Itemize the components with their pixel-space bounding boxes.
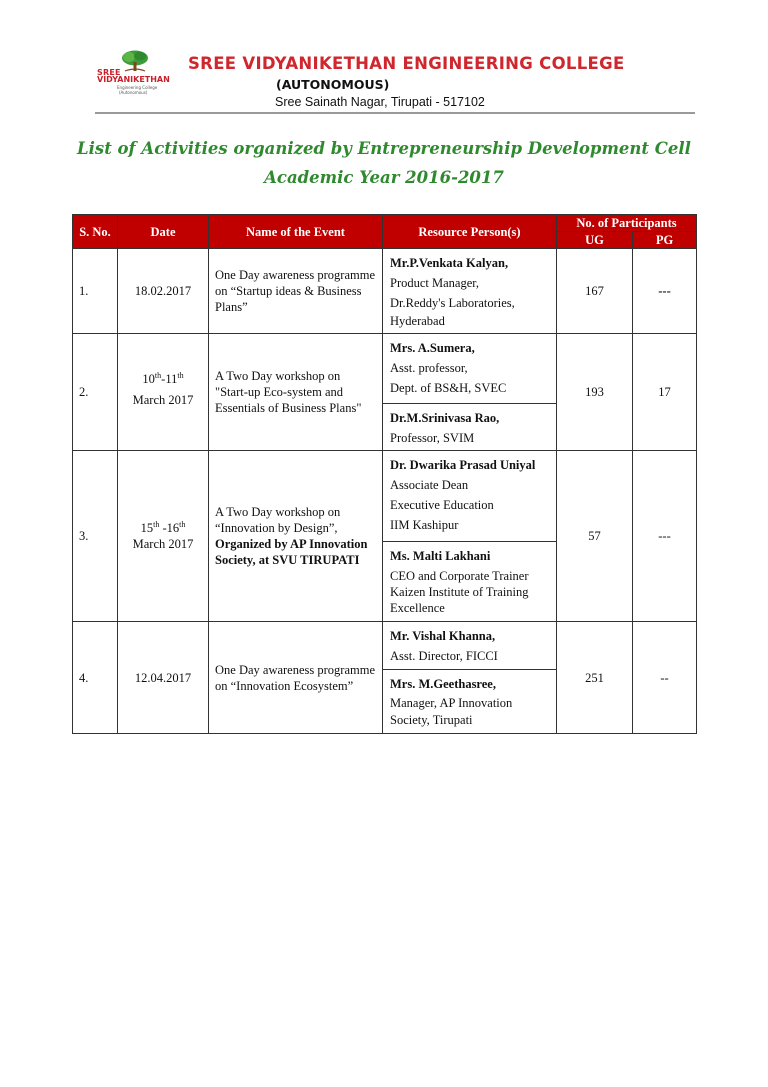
logo-text-vidyanikethan: VIDYANIKETHAN xyxy=(97,75,170,84)
row-date xyxy=(118,334,209,451)
date-separator: - xyxy=(161,372,166,386)
row-date xyxy=(118,451,209,622)
row-date: 18.02.2017 xyxy=(118,249,209,334)
table-header-row xyxy=(73,215,697,232)
date-start-day: 10 xyxy=(142,372,155,386)
resource-person xyxy=(383,451,556,541)
row-sno: 4. xyxy=(73,622,118,734)
person-detail: Dept. of BS&H, SVEC xyxy=(390,381,507,395)
row-ug-count: 193 xyxy=(557,334,633,451)
person-detail: Kaizen Institute of Training xyxy=(390,585,529,599)
date-month: March 2017 xyxy=(132,393,194,407)
resource-person xyxy=(383,249,556,332)
person-detail: Executive Education xyxy=(390,498,494,512)
resource-person xyxy=(383,334,556,403)
header-event: Name of the Event xyxy=(209,215,383,249)
row-ug-count: 167 xyxy=(557,249,633,334)
tree-logo-icon xyxy=(117,50,153,72)
logo-text-sree: SREE xyxy=(97,68,121,77)
logo-text-engineering: Engineering College xyxy=(117,85,158,90)
header-participants: No. of Participants xyxy=(557,215,697,232)
row-resource-persons xyxy=(383,622,557,734)
date-start-suffix: th xyxy=(154,370,162,380)
person-detail: Excellence xyxy=(390,601,445,615)
header-divider xyxy=(95,112,695,114)
table-row xyxy=(73,451,697,622)
person-name: Mr.P.Venkata Kalyan, xyxy=(390,256,509,270)
person-detail: Associate Dean xyxy=(390,478,469,492)
row-event: One Day awareness programme on “Startup ideas & Business Plans” xyxy=(209,249,383,334)
activities-table xyxy=(72,214,697,734)
row-resource-persons xyxy=(383,451,557,622)
person-detail: Society, Tirupati xyxy=(390,713,473,727)
event-title: A Two Day workshop on “Innovation by Design”, xyxy=(215,505,341,535)
person-name: Dr.M.Srinivasa Rao, xyxy=(390,411,500,425)
resource-person xyxy=(383,541,556,621)
header-ug: UG xyxy=(557,232,633,249)
person-name: Mrs. A.Sumera, xyxy=(390,341,475,355)
college-status: (AUTONOMOUS) xyxy=(276,77,390,92)
row-event xyxy=(209,451,383,622)
row-sno: 3. xyxy=(73,451,118,622)
row-date: 12.04.2017 xyxy=(118,622,209,734)
date-start-suffix: th xyxy=(153,519,160,529)
person-name: Mrs. M.Geethasree, xyxy=(390,677,496,691)
college-name: SREE VIDYANIKETHAN ENGINEERING COLLEGE xyxy=(188,54,625,73)
date-end-day: 11 xyxy=(165,372,178,386)
academic-year-title: Academic Year 2016-2017 xyxy=(264,168,504,187)
person-detail: IIM Kashipur xyxy=(390,518,459,532)
table-row xyxy=(73,249,697,334)
row-pg-count: -- xyxy=(633,622,697,734)
person-detail: Asst. Director, FICCI xyxy=(390,649,498,663)
row-pg-count: --- xyxy=(633,451,697,622)
person-name: Dr. Dwarika Prasad Uniyal xyxy=(390,458,536,472)
table-row xyxy=(73,334,697,451)
date-separator: - xyxy=(159,521,167,535)
person-detail: CEO and Corporate Trainer xyxy=(390,569,529,583)
date-end-suffix: th xyxy=(177,370,184,380)
logo-text-autonomous: (Autonomous) xyxy=(119,90,148,95)
date-month: March 2017 xyxy=(132,537,194,551)
person-detail: Asst. professor, xyxy=(390,361,468,375)
row-event: One Day awareness programme on “Innovation Ecosystem” xyxy=(209,622,383,734)
person-detail: Product Manager, xyxy=(390,276,480,290)
row-resource-persons xyxy=(383,334,557,451)
resource-person xyxy=(383,403,556,450)
letterhead xyxy=(95,50,695,120)
row-ug-count: 57 xyxy=(557,451,633,622)
college-logo xyxy=(95,50,175,100)
document-title: List of Activities organized by Entrepreneurship Development Cell xyxy=(77,139,691,158)
table-row xyxy=(73,622,697,734)
event-organizer: Organized by AP Innovation Society, at SVU TIRUPATI xyxy=(215,537,368,567)
header-resource-persons: Resource Person(s) xyxy=(383,215,557,249)
resource-person xyxy=(383,669,556,733)
header-pg: PG xyxy=(633,232,697,249)
header-date: Date xyxy=(118,215,209,249)
person-detail: Manager, AP Innovation xyxy=(390,696,513,710)
person-detail: Dr.Reddy's Laboratories, xyxy=(390,296,515,310)
row-sno: 1. xyxy=(73,249,118,334)
person-detail: Professor, SVIM xyxy=(390,431,475,445)
date-start-day: 15 xyxy=(140,521,154,535)
person-name: Ms. Malti Lakhani xyxy=(390,549,491,563)
row-ug-count: 251 xyxy=(557,622,633,734)
row-pg-count: 17 xyxy=(633,334,697,451)
date-end-day: 16 xyxy=(166,521,180,535)
person-detail: Hyderabad xyxy=(390,314,445,328)
row-pg-count: --- xyxy=(633,249,697,334)
date-end-suffix: th xyxy=(179,519,186,529)
college-address: Sree Sainath Nagar, Tirupati - 517102 xyxy=(275,95,485,109)
row-resource-persons xyxy=(383,249,557,334)
row-event: A Two Day workshop on "Start-up Eco-system and Essentials of Business Plans" xyxy=(209,334,383,451)
row-sno: 2. xyxy=(73,334,118,451)
person-name: Mr. Vishal Khanna, xyxy=(390,629,496,643)
header-sno: S. No. xyxy=(73,215,118,249)
resource-person xyxy=(383,622,556,669)
